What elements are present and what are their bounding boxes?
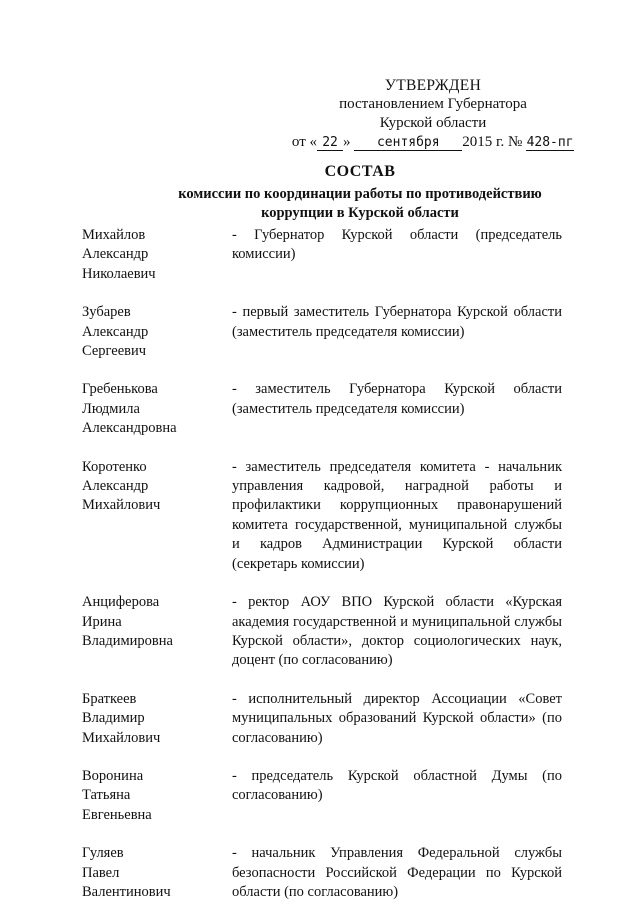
member-first-name: Людмила [82,400,140,417]
approval-date-line [286,133,580,152]
member-row [82,458,562,574]
member-surname: Михайлов [82,227,146,243]
date-day: 22 [317,135,343,151]
date-month: сентября [354,135,462,151]
member-row [82,593,562,671]
member-first-name: Александр [82,478,149,495]
member-first-name: Татьяна [82,787,131,804]
member-patronymic: Сергеевич [82,343,147,360]
document-subtitle [140,185,580,223]
approval-block [286,76,580,152]
member-surname: Воронина [82,767,144,784]
member-patronymic: Николаевич [82,265,156,282]
member-role: - ректор АОУ ВПО Курской области «Курская академия государственной и муниципальной службы Курской области», доктор социологических наук, доцент (по согласованию) [232,594,562,669]
member-name [82,844,232,902]
member-name [82,380,232,438]
member-name [82,458,232,574]
member-role: - первый заместитель Губернатора Курской области (заместитель председателя комиссии) [232,304,562,340]
number-sign: № [508,134,523,150]
member-patronymic: Александровна [82,420,177,437]
member-first-name: Павел [82,864,120,881]
member-row [82,303,562,361]
member-surname: Коротенко [82,458,147,475]
member-first-name: Владимир [82,710,145,727]
member-first-name: Александр [82,246,149,263]
member-name [82,767,232,825]
member-patronymic: Михайлович [82,497,161,514]
document-number: 428-пг [526,135,574,150]
member-role: - заместитель председателя комитета - начальник управления кадровой, наградной работы и профилактики коррупционных правонарушений комитета государственной, муниципальной службы и кадров Администрации Курской области (секретарь комиссии) [232,458,562,572]
member-patronymic: Евгеньевна [82,806,152,823]
member-surname: Гуляев [82,845,124,862]
member-role: - Губернатор Курской области (председатель комиссии) [232,227,562,263]
title-block [140,162,580,223]
member-name [82,303,232,361]
member-row [82,844,562,902]
member-first-name: Ирина [82,613,122,630]
member-name [82,593,232,671]
approval-heading: УТВЕРЖДЕН [384,77,482,94]
member-role: - исполнительный директор Ассоциации «Совет муниципальных образований Курской области» (по согласованию) [232,690,562,746]
member-name [82,226,232,284]
member-role: - заместитель Губернатора Курской области (заместитель председателя комиссии) [232,381,562,417]
date-mid: » [343,134,351,150]
subtitle-line-1: комиссии по координации работы по противодействию [178,186,542,202]
member-first-name: Александр [82,323,149,340]
member-role: - начальник Управления Федеральной службы безопасности Российской Федерации по Курской области (по согласованию) [232,845,562,900]
subtitle-line-2: коррупции в Курской области [261,205,459,221]
date-prefix: от « [291,134,318,150]
member-surname: Гребенькова [82,381,158,398]
member-row [82,380,562,438]
member-surname: Браткеев [82,690,137,707]
member-role: - председатель Курской областной Думы (по согласованию) [232,767,562,804]
date-year: 2015 г. [462,134,505,150]
member-patronymic: Владимировна [82,632,173,649]
document-title: СОСТАВ [324,163,396,180]
approval-line-1: постановлением Губернатора [339,96,527,112]
member-name [82,690,232,748]
member-row [82,767,562,825]
approval-line-2: Курской области [379,115,487,131]
member-patronymic: Михайлович [82,729,161,746]
member-patronymic: Валентинович [82,883,171,900]
member-row [82,690,562,748]
member-surname: Анциферова [82,594,160,611]
member-surname: Зубарев [82,304,131,321]
members-list [82,226,562,921]
member-row [82,226,562,284]
